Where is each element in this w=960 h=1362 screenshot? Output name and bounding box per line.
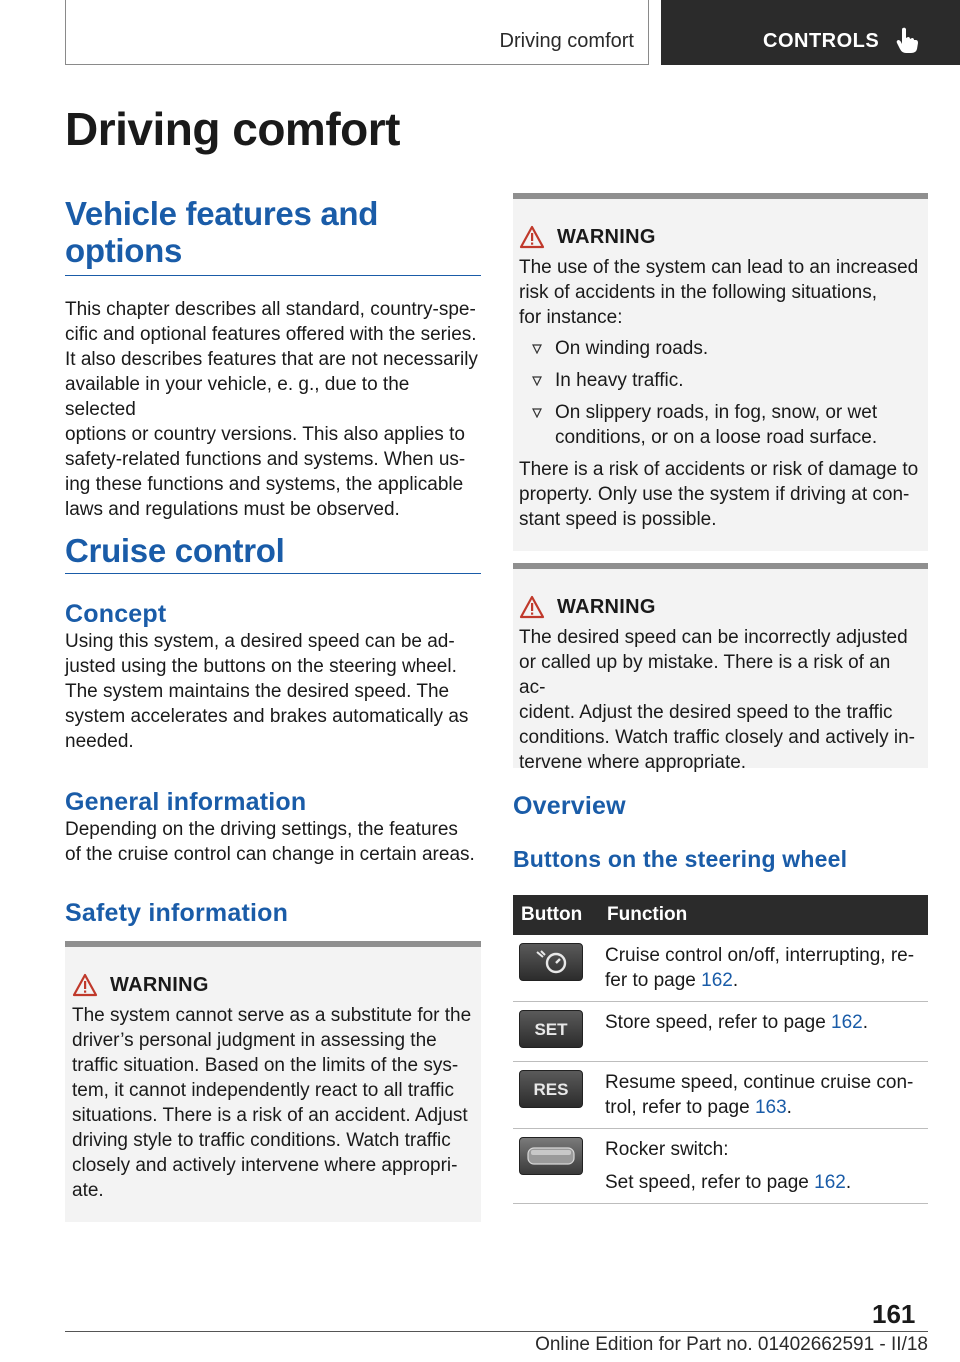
set-button-icon: SET [519, 1010, 583, 1048]
vehicle-features-paragraph: This chapter describes all standard, country-spe- cific and optional features offered with the series. It also describes features that are not necessarily available in your vehicle, e. g., due to the selected options or country versions. This also applies to safety-related functions and systems. When us- ing these functions and systems, the applicable laws and regulations must be observed. [65, 299, 478, 520]
vehicle-features-section [65, 195, 481, 522]
warning-text: The system cannot serve as a substitute for the driver’s personal judgment in assessing the traffic situation. Based on the limits of the sys- tem, it cannot independently react to all traffic situations. There is a risk of an accident. Adjust driving style to traffic conditions. Watch traffic closely and actively intervene where appropri- ate. [72, 1005, 472, 1201]
bullet-triangle-icon [532, 344, 542, 354]
table-row [513, 1062, 928, 1129]
list-item: On slippery roads, in fog, snow, or wet conditions, or on a loose road surface. [519, 400, 922, 450]
hand-pointer-icon [895, 26, 919, 54]
page-title: Driving comfort [65, 103, 400, 155]
general-information-paragraph: Depending on the driving settings, the features of the cruise control can change in certain areas. [65, 819, 475, 865]
table-header-function: Function [599, 895, 928, 935]
cruise-control-icon [519, 943, 583, 981]
page-link[interactable]: 162 [814, 1172, 846, 1193]
footer-edition: Online Edition for Part no. 01402662591 - II/18 [535, 1334, 928, 1355]
overview-section [513, 792, 928, 821]
concept-title: Concept [65, 600, 167, 628]
table-header-button: Button [513, 895, 599, 935]
warning-triangle-icon [519, 595, 545, 619]
header-section-title: Driving comfort [499, 30, 634, 52]
safety-information-title: Safety information [65, 899, 289, 927]
header-chapter-title: CONTROLS [763, 30, 880, 52]
table-cell-function: Store speed, refer to page 162. [599, 1002, 928, 1062]
table-cell-function: Rocker switch: Set speed, refer to page 162. [599, 1129, 928, 1204]
safety-information-section [65, 899, 481, 928]
page-link[interactable]: 163 [754, 1097, 787, 1118]
warning-triangle-icon [72, 973, 98, 997]
res-button-icon: RES [519, 1070, 583, 1108]
warning-bullet-list [519, 336, 922, 450]
footer-divider [65, 1331, 928, 1332]
table-cell-function: Resume speed, continue cruise con- trol, refer to page 163. [599, 1062, 928, 1129]
warning-box-3 [513, 563, 928, 773]
warning-label: WARNING [557, 225, 656, 248]
bullet-triangle-icon [532, 376, 542, 386]
concept-paragraph: Using this system, a desired speed can be ad- justed using the buttons on the steering wheel. The system maintains the desired speed. The system accelerates and brakes automatically as needed. [65, 631, 469, 752]
table-cell-function: Cruise control on/off, interrupting, re- fer to page 162. [599, 935, 928, 1002]
concept-section [65, 600, 481, 754]
section-divider [65, 573, 481, 574]
page-link[interactable]: 162 [831, 1012, 863, 1033]
table-row [513, 1129, 928, 1204]
general-information-section [65, 788, 481, 867]
warning-box-1 [65, 941, 481, 1222]
warning-text: The use of the system can lead to an increased risk of accidents in the following situations, for instance: On winding roads. In heavy traffic. On slippery roads, in fog, snow, or wet conditions, or on a loose road surface. There is a risk of accidents or risk of damage to property. Only use the system if driving at con- stant speed is possible. [519, 255, 922, 532]
warning-label: WARNING [557, 595, 656, 618]
warning-label: WARNING [110, 973, 209, 996]
overview-title: Overview [513, 792, 626, 820]
page-link[interactable]: 162 [701, 970, 733, 991]
warning-text: The desired speed can be incorrectly adjusted or called up by mistake. There is a risk of an ac- cident. Adjust the desired speed to the traffic conditions. Watch traffic closely and actively in- tervene where appropriate. [519, 627, 916, 773]
cruise-control-title: Cruise control [65, 532, 285, 569]
table-row [513, 935, 928, 1002]
page-number: 161 [872, 1299, 916, 1329]
rocker-switch-icon [519, 1137, 583, 1175]
table-row [513, 1002, 928, 1062]
table-header-row [513, 895, 928, 935]
header-section-box [65, 0, 649, 65]
steering-buttons-title: Buttons on the steering wheel [513, 846, 848, 872]
list-item: In heavy traffic. [519, 368, 922, 393]
warning-box-2 [513, 193, 928, 551]
warning-triangle-icon [519, 225, 545, 249]
section-divider [65, 275, 481, 276]
steering-buttons-table [513, 895, 928, 1204]
list-item: On winding roads. [519, 336, 922, 361]
bullet-triangle-icon [532, 408, 542, 418]
cruise-control-section [65, 532, 481, 574]
header-chapter-box [661, 0, 960, 65]
vehicle-features-title: Vehicle features and options [65, 195, 379, 269]
steering-buttons-section [513, 846, 928, 873]
general-information-title: General information [65, 788, 307, 816]
